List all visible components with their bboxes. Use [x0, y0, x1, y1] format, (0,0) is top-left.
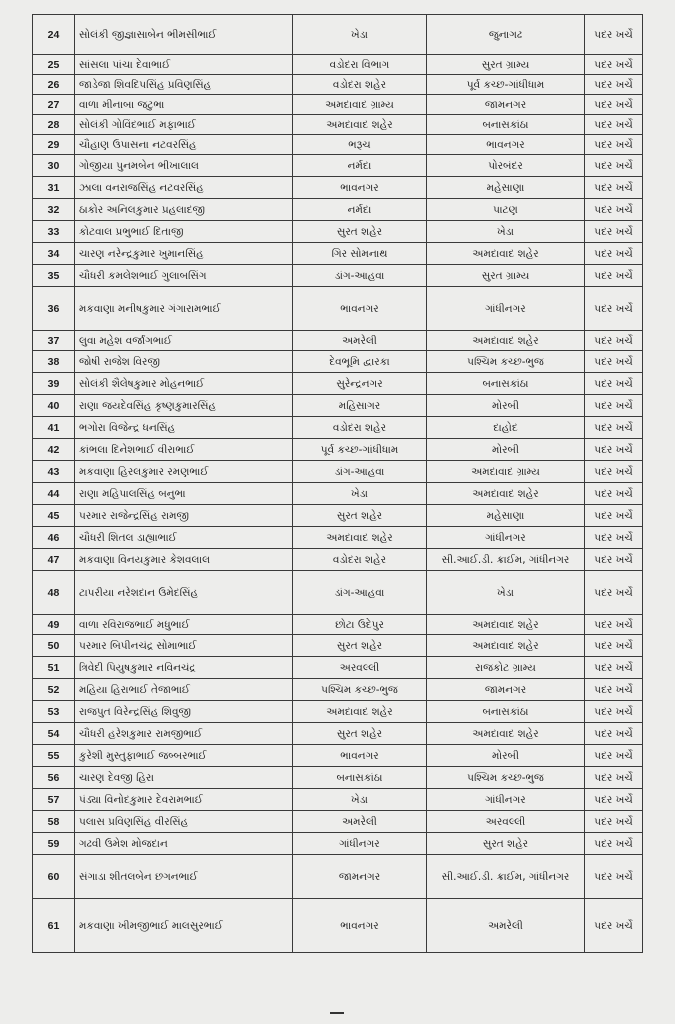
expense-status-cell: પદર ખર્ચે: [585, 657, 643, 679]
employee-name-cell: સોલંકી ગોવિંદભાઈ મફાભાઈ: [75, 115, 293, 135]
table-row: [33, 395, 643, 417]
serial-number-cell: 39: [33, 373, 75, 395]
employee-name-cell: મકવાણા વિનયકુમાર કેશવલાલ: [75, 549, 293, 571]
expense-status-cell: પદર ખર્ચે: [585, 439, 643, 461]
current-posting-cell: સુરત શહેર: [293, 221, 427, 243]
serial-number-cell: 53: [33, 701, 75, 723]
new-posting-cell: ગાંધીનગર: [427, 527, 585, 549]
table-row: [33, 527, 643, 549]
serial-number-cell: 57: [33, 789, 75, 811]
new-posting-cell: જામનગર: [427, 95, 585, 115]
employee-name-cell: પરમાર રાજેન્દ્રસિંહ રામજી: [75, 505, 293, 527]
expense-status-cell: પદર ખર્ચે: [585, 635, 643, 657]
new-posting-cell: પશ્ચિમ કચ્છ-ભુજ: [427, 351, 585, 373]
expense-status-cell: પદર ખર્ચે: [585, 745, 643, 767]
employee-name-cell: પરમાર બિપીનચંદ્ર સોમાભાઈ: [75, 635, 293, 657]
expense-status-cell: પદર ખર્ચે: [585, 351, 643, 373]
current-posting-cell: ભાવનગર: [293, 287, 427, 331]
serial-number-cell: 44: [33, 483, 75, 505]
current-posting-cell: ભાવનગર: [293, 899, 427, 953]
current-posting-cell: ગાંધીનગર: [293, 833, 427, 855]
table-row: [33, 265, 643, 287]
table-row: [33, 657, 643, 679]
table-row: [33, 767, 643, 789]
serial-number-cell: 46: [33, 527, 75, 549]
employee-name-cell: ત્રિવેદી પિયુષકુમાર નવિનચંદ્ર: [75, 657, 293, 679]
table-row: [33, 811, 643, 833]
current-posting-cell: વડોદરા શહેર: [293, 417, 427, 439]
serial-number-cell: 26: [33, 75, 75, 95]
serial-number-cell: 24: [33, 15, 75, 55]
new-posting-cell: બનાસકાંઠા: [427, 373, 585, 395]
serial-number-cell: 52: [33, 679, 75, 701]
serial-number-cell: 51: [33, 657, 75, 679]
employee-name-cell: રાણા મહિપાલસિંહ બનુભા: [75, 483, 293, 505]
expense-status-cell: પદર ખર્ચે: [585, 615, 643, 635]
expense-status-cell: પદર ખર્ચે: [585, 811, 643, 833]
employee-name-cell: રાજપુત વિરેન્દ્રસિંહ શિવુજી: [75, 701, 293, 723]
current-posting-cell: અરવલ્લી: [293, 657, 427, 679]
employee-name-cell: ટાપરીયા નરેશદાન ઉમેદસિંહ: [75, 571, 293, 615]
new-posting-cell: પૂર્વ કચ્છ-ગાંધીધામ: [427, 75, 585, 95]
expense-status-cell: પદર ખર્ચે: [585, 701, 643, 723]
employee-name-cell: કાંભલા દિનેશભાઈ વીરાભાઈ: [75, 439, 293, 461]
new-posting-cell: ગાંધીનગર: [427, 287, 585, 331]
serial-number-cell: 40: [33, 395, 75, 417]
current-posting-cell: સુરત શહેર: [293, 505, 427, 527]
table-row: [33, 899, 643, 953]
current-posting-cell: અમરેલી: [293, 811, 427, 833]
serial-number-cell: 60: [33, 855, 75, 899]
table-row: [33, 15, 643, 55]
table-row: [33, 571, 643, 615]
new-posting-cell: અરવલ્લી: [427, 811, 585, 833]
employee-name-cell: ચૌધરી શિતલ ડાહ્યાભાઈ: [75, 527, 293, 549]
employee-name-cell: મકવાણા હિરલકુમાર રમણભાઈ: [75, 461, 293, 483]
current-posting-cell: મહિસાગર: [293, 395, 427, 417]
serial-number-cell: 54: [33, 723, 75, 745]
expense-status-cell: પદર ખર્ચે: [585, 833, 643, 855]
new-posting-cell: પાટણ: [427, 199, 585, 221]
employee-name-cell: ચારણ નરેન્દ્રકુમાર ખુમાનસિંહ: [75, 243, 293, 265]
current-posting-cell: અમદાવાદ શહેર: [293, 115, 427, 135]
employee-name-cell: વાળા રવિરાજભાઈ મધુભાઈ: [75, 615, 293, 635]
expense-status-cell: પદર ખર્ચે: [585, 177, 643, 199]
employee-name-cell: ગઢવી ઉમેશ મોજદાન: [75, 833, 293, 855]
new-posting-cell: અમદાવાદ શહેર: [427, 615, 585, 635]
current-posting-cell: જામનગર: [293, 855, 427, 899]
serial-number-cell: 35: [33, 265, 75, 287]
serial-number-cell: 55: [33, 745, 75, 767]
serial-number-cell: 29: [33, 135, 75, 155]
current-posting-cell: ભરૂચ: [293, 135, 427, 155]
expense-status-cell: પદર ખર્ચે: [585, 723, 643, 745]
current-posting-cell: ડાંગ-આહવા: [293, 461, 427, 483]
table-row: [33, 701, 643, 723]
current-posting-cell: દેવભૂમિ દ્વારકા: [293, 351, 427, 373]
new-posting-cell: મોરબી: [427, 439, 585, 461]
serial-number-cell: 31: [33, 177, 75, 199]
new-posting-cell: સુરત શહેર: [427, 833, 585, 855]
new-posting-cell: અમદાવાદ શહેર: [427, 635, 585, 657]
employee-name-cell: ચૌધરી કમલેશભાઈ ગુલાબસિંગ: [75, 265, 293, 287]
table-row: [33, 439, 643, 461]
employee-name-cell: પંડ્યા વિનોદકુમાર દેવરામભાઈ: [75, 789, 293, 811]
employee-name-cell: ચારણ દેવજી હિરા: [75, 767, 293, 789]
employee-name-cell: લુવા મહેશ વર્જાંગભાઈ: [75, 331, 293, 351]
serial-number-cell: 56: [33, 767, 75, 789]
current-posting-cell: ડાંગ-આહવા: [293, 571, 427, 615]
expense-status-cell: પદર ખર્ચે: [585, 95, 643, 115]
new-posting-cell: અમદાવાદ ગ્રામ્ય: [427, 461, 585, 483]
expense-status-cell: પદર ખર્ચે: [585, 767, 643, 789]
serial-number-cell: 38: [33, 351, 75, 373]
serial-number-cell: 42: [33, 439, 75, 461]
serial-number-cell: 58: [33, 811, 75, 833]
expense-status-cell: પદર ખર્ચે: [585, 899, 643, 953]
table-row: [33, 177, 643, 199]
employee-name-cell: મકવાણા ખીમજીભાઈ માલસુરભાઈ: [75, 899, 293, 953]
employee-name-cell: મહિયા હિરાભાઈ તેજાભાઈ: [75, 679, 293, 701]
employee-name-cell: સોલંકી જીજ્ઞાસાબેન ભીમસીભાઈ: [75, 15, 293, 55]
table-row: [33, 833, 643, 855]
current-posting-cell: છોટા ઉદેપુર: [293, 615, 427, 635]
table-row: [33, 417, 643, 439]
employee-name-cell: પલાસ પ્રવિણસિંહ વીરસિંહ: [75, 811, 293, 833]
employee-name-cell: રાણા જયદેવસિંહ કૃષ્ણકુમારસિંહ: [75, 395, 293, 417]
expense-status-cell: પદર ખર્ચે: [585, 373, 643, 395]
employee-name-cell: વાળા મીનાબા જટુભા: [75, 95, 293, 115]
table-row: [33, 243, 643, 265]
new-posting-cell: ગાંધીનગર: [427, 789, 585, 811]
expense-status-cell: પદર ખર્ચે: [585, 527, 643, 549]
expense-status-cell: પદર ખર્ચે: [585, 265, 643, 287]
current-posting-cell: ખેડા: [293, 483, 427, 505]
expense-status-cell: પદર ખર્ચે: [585, 155, 643, 177]
serial-number-cell: 43: [33, 461, 75, 483]
serial-number-cell: 25: [33, 55, 75, 75]
new-posting-cell: અમદાવાદ શહેર: [427, 483, 585, 505]
table-row: [33, 745, 643, 767]
expense-status-cell: પદર ખર્ચે: [585, 679, 643, 701]
table-row: [33, 461, 643, 483]
current-posting-cell: પૂર્વ કચ્છ-ગાંધીધામ: [293, 439, 427, 461]
table-row: [33, 615, 643, 635]
transfer-table-body: [33, 15, 643, 953]
serial-number-cell: 33: [33, 221, 75, 243]
expense-status-cell: પદર ખર્ચે: [585, 483, 643, 505]
employee-name-cell: જોષી રાજેશ વિરજી: [75, 351, 293, 373]
table-row: [33, 635, 643, 657]
serial-number-cell: 37: [33, 331, 75, 351]
table-row: [33, 483, 643, 505]
expense-status-cell: પદર ખર્ચે: [585, 571, 643, 615]
employee-name-cell: ઝાલા વનરાજસિંહ નટવરસિંહ: [75, 177, 293, 199]
new-posting-cell: મોરબી: [427, 395, 585, 417]
new-posting-cell: બનાસકાંઠા: [427, 115, 585, 135]
new-posting-cell: જામનગર: [427, 679, 585, 701]
table-row: [33, 855, 643, 899]
table-row: [33, 373, 643, 395]
employee-name-cell: સાંસલા પાંચા દેવાભાઈ: [75, 55, 293, 75]
new-posting-cell: મહેસાણા: [427, 505, 585, 527]
current-posting-cell: ડાંગ-આહવા: [293, 265, 427, 287]
table-row: [33, 115, 643, 135]
employee-name-cell: ગોજીયા પુનમબેન ભીખાલાલ: [75, 155, 293, 177]
transfer-table: [32, 14, 643, 953]
expense-status-cell: પદર ખર્ચે: [585, 55, 643, 75]
current-posting-cell: વડોદરા શહેર: [293, 549, 427, 571]
new-posting-cell: ખેડા: [427, 221, 585, 243]
new-posting-cell: મોરબી: [427, 745, 585, 767]
new-posting-cell: અમદાવાદ શહેર: [427, 723, 585, 745]
current-posting-cell: સુરેન્દ્રનગર: [293, 373, 427, 395]
table-row: [33, 95, 643, 115]
serial-number-cell: 30: [33, 155, 75, 177]
employee-name-cell: મકવાણા મનીષકુમાર ગંગારામભાઈ: [75, 287, 293, 331]
new-posting-cell: દાહોદ: [427, 417, 585, 439]
new-posting-cell: પશ્ચિમ કચ્છ-ભુજ: [427, 767, 585, 789]
expense-status-cell: પદર ખર્ચે: [585, 221, 643, 243]
table-row: [33, 55, 643, 75]
expense-status-cell: પદર ખર્ચે: [585, 331, 643, 351]
page-edge-mark: [330, 1012, 344, 1024]
serial-number-cell: 36: [33, 287, 75, 331]
new-posting-cell: પોરબંદર: [427, 155, 585, 177]
serial-number-cell: 47: [33, 549, 75, 571]
expense-status-cell: પદર ખર્ચે: [585, 287, 643, 331]
serial-number-cell: 28: [33, 115, 75, 135]
new-posting-cell: ખેડા: [427, 571, 585, 615]
new-posting-cell: બનાસકાંઠા: [427, 701, 585, 723]
table-row: [33, 679, 643, 701]
current-posting-cell: ખેડા: [293, 15, 427, 55]
serial-number-cell: 59: [33, 833, 75, 855]
table-row: [33, 287, 643, 331]
current-posting-cell: ગિર સોમનાથ: [293, 243, 427, 265]
expense-status-cell: પદર ખર્ચે: [585, 75, 643, 95]
new-posting-cell: અમદાવાદ શહેર: [427, 243, 585, 265]
table-row: [33, 331, 643, 351]
expense-status-cell: પદર ખર્ચે: [585, 505, 643, 527]
new-posting-cell: સુરત ગ્રામ્ય: [427, 55, 585, 75]
serial-number-cell: 48: [33, 571, 75, 615]
new-posting-cell: સી.આઈ.ડી. ક્રાઈમ, ગાંધીનગર: [427, 855, 585, 899]
new-posting-cell: મહેસાણા: [427, 177, 585, 199]
current-posting-cell: બનાસકાંઠા: [293, 767, 427, 789]
serial-number-cell: 41: [33, 417, 75, 439]
new-posting-cell: રાજકોટ ગ્રામ્ય: [427, 657, 585, 679]
employee-name-cell: ચૌધરી હરેશકુમાર રામજીભાઈ: [75, 723, 293, 745]
employee-name-cell: ભગોરા વિજેન્દ્ર ધનસિંહ: [75, 417, 293, 439]
table-row: [33, 351, 643, 373]
current-posting-cell: નર્મદા: [293, 199, 427, 221]
employee-name-cell: ઠાકોર અનિલકુમાર પ્રહલાદજી: [75, 199, 293, 221]
employee-name-cell: સંગાડા શીતલબેન છગનભાઈ: [75, 855, 293, 899]
new-posting-cell: સી.આઈ.ડી. ક્રાઈમ, ગાંધીનગર: [427, 549, 585, 571]
serial-number-cell: 50: [33, 635, 75, 657]
employee-name-cell: કુરેશી મુસ્તુફાભાઈ જબ્બરભાઈ: [75, 745, 293, 767]
employee-name-cell: ચૌહાણ ઉપાસના નટવરસિંહ: [75, 135, 293, 155]
current-posting-cell: ભાવનગર: [293, 177, 427, 199]
table-row: [33, 789, 643, 811]
new-posting-cell: ભાવનગર: [427, 135, 585, 155]
serial-number-cell: 45: [33, 505, 75, 527]
current-posting-cell: સુરત શહેર: [293, 635, 427, 657]
table-row: [33, 199, 643, 221]
expense-status-cell: પદર ખર્ચે: [585, 461, 643, 483]
employee-name-cell: જાડેજા શિવદિપસિંહ પ્રવિણસિંહ: [75, 75, 293, 95]
serial-number-cell: 34: [33, 243, 75, 265]
expense-status-cell: પદર ખર્ચે: [585, 243, 643, 265]
new-posting-cell: અમદાવાદ શહેર: [427, 331, 585, 351]
current-posting-cell: સુરત શહેર: [293, 723, 427, 745]
expense-status-cell: પદર ખર્ચે: [585, 199, 643, 221]
table-row: [33, 221, 643, 243]
expense-status-cell: પદર ખર્ચે: [585, 855, 643, 899]
table-row: [33, 549, 643, 571]
current-posting-cell: અમદાવાદ શહેર: [293, 701, 427, 723]
employee-name-cell: સોલંકી શૈલેષકુમાર મોહનભાઈ: [75, 373, 293, 395]
current-posting-cell: નર્મદા: [293, 155, 427, 177]
new-posting-cell: સુરત ગ્રામ્ય: [427, 265, 585, 287]
expense-status-cell: પદર ખર્ચે: [585, 15, 643, 55]
expense-status-cell: પદર ખર્ચે: [585, 115, 643, 135]
new-posting-cell: અમરેલી: [427, 899, 585, 953]
expense-status-cell: પદર ખર્ચે: [585, 417, 643, 439]
serial-number-cell: 49: [33, 615, 75, 635]
serial-number-cell: 32: [33, 199, 75, 221]
current-posting-cell: અમરેલી: [293, 331, 427, 351]
expense-status-cell: પદર ખર્ચે: [585, 395, 643, 417]
current-posting-cell: વડોદરા વિભાગ: [293, 55, 427, 75]
table-row: [33, 135, 643, 155]
expense-status-cell: પદર ખર્ચે: [585, 549, 643, 571]
current-posting-cell: પશ્ચિમ કચ્છ-ભુજ: [293, 679, 427, 701]
expense-status-cell: પદર ખર્ચે: [585, 135, 643, 155]
expense-status-cell: પદર ખર્ચે: [585, 789, 643, 811]
table-row: [33, 505, 643, 527]
serial-number-cell: 27: [33, 95, 75, 115]
table-row: [33, 75, 643, 95]
table-row: [33, 723, 643, 745]
current-posting-cell: વડોદરા શહેર: [293, 75, 427, 95]
new-posting-cell: જુનાગઢ: [427, 15, 585, 55]
current-posting-cell: ભાવનગર: [293, 745, 427, 767]
table-row: [33, 155, 643, 177]
current-posting-cell: અમદાવાદ શહેર: [293, 527, 427, 549]
current-posting-cell: ખેડા: [293, 789, 427, 811]
employee-name-cell: કોટવાલ પ્રભુભાઈ દિતાજી: [75, 221, 293, 243]
current-posting-cell: અમદાવાદ ગ્રામ્ય: [293, 95, 427, 115]
serial-number-cell: 61: [33, 899, 75, 953]
